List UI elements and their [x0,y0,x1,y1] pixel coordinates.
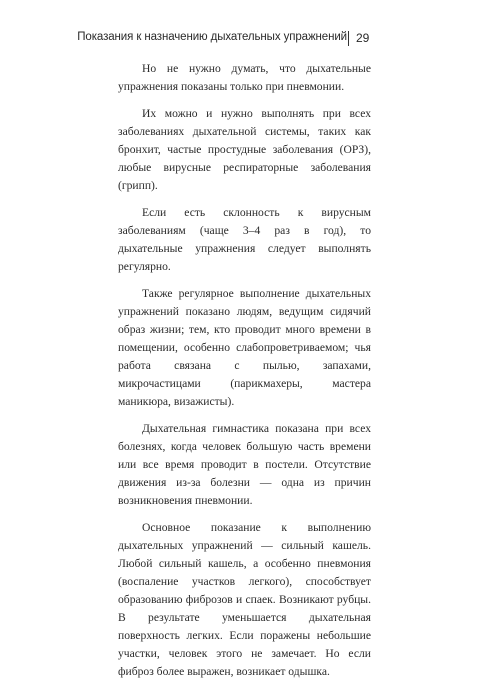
body-text [118,60,371,690]
header-divider [348,31,349,46]
paragraph: Основное показание к выполнению дыхательных упражнений — сильный кашель. Любой сильный кашель, а особенно пневмония (воспаление участков легкого), способствует образованию фиброзов и спаек. Возникают рубцы. В результате уменьшается дыхательная поверхность легких. Если поражены небольшие участки, человек этого не замечает. Но если фиброз более выражен, возникает одышка. [118,521,371,678]
paragraph: Также регулярное выполнение дыхательных упражнений показано людям, ведущим сидячий образ жизни; тем, кто проводит много времени в помещении, особенно слабопроветриваемом; чья работа связана с пылью, запахами, микрочастицами (парикмахеры, мастера маникюра, визажисты). [118,287,371,408]
paragraph: Но не нужно думать, что дыхательные упражнения показаны только при пневмонии. [118,62,371,93]
paragraph: Их можно и нужно выполнять при всех заболеваниях дыхательной системы, таких как бронхит, частые простудные заболевания (ОРЗ), любые вирусные респираторные заболевания (грипп). [118,107,371,192]
paragraph: Дыхательная гимнастика показана при всех болезнях, когда человек большую часть времени или все время проводит в постели. Отсутствие движения из-за болезни — одна из причин возникновения пневмонии. [118,422,371,507]
running-header-title: Показания к назначению дыхательных упражнений [77,31,347,43]
paragraph: Если есть склонность к вирусным заболеваниям (чаще 3–4 раз в год), то дыхательные упражнения следует выполнять регулярно. [118,206,371,273]
page-number: 29 [356,31,370,45]
